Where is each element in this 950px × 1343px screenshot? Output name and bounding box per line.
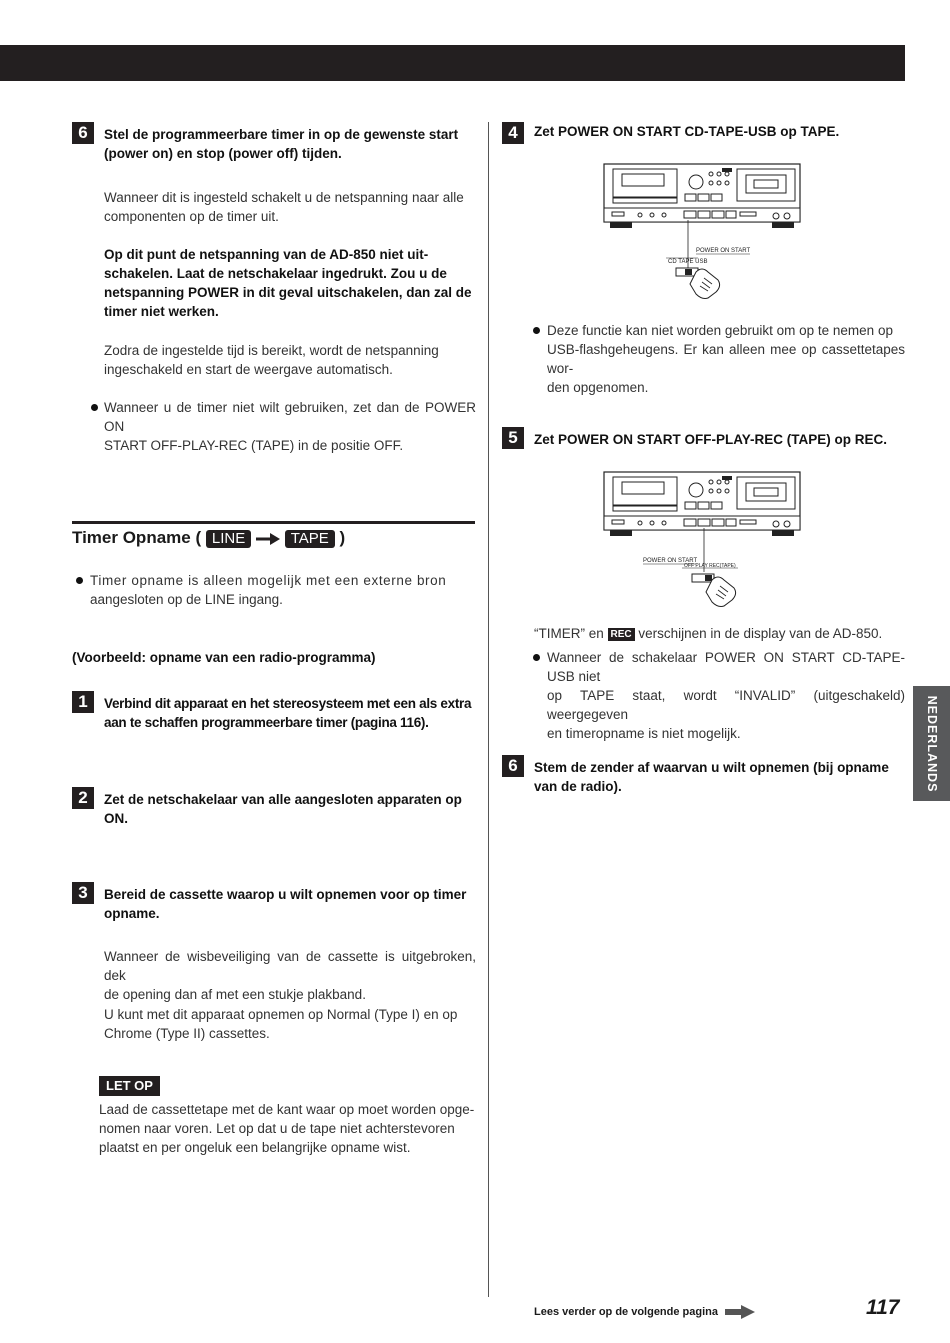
cassette-deck-diagram — [600, 160, 810, 305]
step-number: 2 — [72, 787, 94, 809]
step-heading-line: Bereid de cassette waarop u wilt opnemen voor op timer — [104, 887, 467, 902]
bullet-text — [104, 398, 476, 455]
step-heading-line: Stem de zender af waarvan u wilt opnemen (bij opname — [534, 760, 889, 775]
header-bar — [0, 45, 905, 81]
bullet-text — [547, 648, 905, 743]
warning-paragraph — [104, 245, 476, 321]
bullet-line: aangesloten op de LINE ingang. — [90, 592, 283, 607]
caution-line: plaatst en per ongeluk een belangrijke opname wist. — [99, 1140, 411, 1155]
bullet-line: START OFF-PLAY-REC (TAPE) in de positie OFF. — [104, 438, 404, 453]
caution-text — [99, 1100, 476, 1157]
step-heading: Zet POWER ON START OFF-PLAY-REC (TAPE) op REC. — [534, 432, 887, 447]
warning-line: timer niet werken. — [104, 304, 219, 319]
paragraph-line: ingeschakeld en start de weergave automatisch. — [104, 362, 393, 377]
paragraph — [104, 947, 476, 1004]
language-tab-label: NEDERLANDS — [924, 695, 939, 792]
bullet-line: Timer opname is alleen mogelijk met een externe bron — [90, 573, 447, 588]
tape-tag: TAPE — [285, 530, 335, 548]
paragraph-line: componenten op de timer uit. — [104, 209, 279, 224]
section-title — [72, 528, 345, 548]
rec-badge: REC — [608, 628, 635, 641]
caution-line: Laad de cassettetape met de kant waar op moet worden opge- — [99, 1102, 475, 1117]
step-heading-line: Verbind dit apparaat en het stereosysteem met een als extra — [104, 696, 472, 711]
warning-line: Op dit punt de netspanning van de AD-850 niet uit- — [104, 247, 429, 262]
step-number: 5 — [502, 427, 524, 449]
paragraph-line: Wanneer de wisbeveiliging van de cassette is uitgebroken, dek — [104, 949, 476, 983]
step-heading — [104, 790, 476, 828]
step-number: 3 — [72, 882, 94, 904]
bullet-text — [547, 321, 905, 397]
cassette-deck-diagram — [600, 468, 810, 618]
paragraph-line: Chrome (Type II) cassettes. — [104, 1026, 270, 1041]
step-heading: Zet POWER ON START CD-TAPE-USB op TAPE. — [534, 124, 840, 139]
bullet-line: Wanneer de schakelaar POWER ON START CD-TAPE-USB niet — [547, 650, 905, 684]
section-title-text: Timer Opname ( — [72, 528, 202, 547]
step-heading — [104, 885, 476, 923]
step-heading-line: Zet de netschakelaar van alle aangesloten apparaten op — [104, 792, 462, 807]
column-divider — [488, 122, 489, 1297]
section-rule — [72, 521, 475, 524]
bullet-line: USB-flashgeheugens. Er kan alleen mee op cassettetapes wor- — [547, 342, 905, 376]
bullet-line: en timeropname is niet mogelijk. — [547, 726, 741, 741]
warning-line: netspanning POWER in dit geval uitschakelen, dan zal de — [104, 285, 472, 300]
line-tag: LINE — [206, 530, 251, 548]
bullet-line: den opgenomen. — [547, 380, 649, 395]
arrow-right-icon — [725, 1305, 755, 1319]
paragraph-line: de opening dan af met een stukje plakband. — [104, 987, 366, 1002]
step-heading-line: van de radio). — [534, 779, 622, 794]
step-number: 4 — [502, 122, 524, 144]
paragraph-line: Wanneer dit is ingesteld schakelt u de netspanning naar alle — [104, 190, 464, 205]
paragraph — [104, 1005, 476, 1043]
continue-note — [534, 1305, 755, 1319]
example-heading: (Voorbeeld: opname van een radio-programma) — [72, 650, 376, 665]
step-heading-line: ON. — [104, 811, 129, 826]
step-heading — [104, 125, 476, 163]
step-heading-line: opname. — [104, 906, 160, 921]
bullet-text — [90, 571, 476, 609]
diagram-label: POWER ON START — [696, 248, 751, 254]
step-heading-line: (power on) en stop (power off) tijden. — [104, 146, 342, 161]
bullet-icon — [91, 404, 98, 411]
language-tab — [913, 686, 950, 801]
bullet-line: Deze functie kan niet worden gebruikt om op te nemen op — [547, 323, 893, 338]
bullet-line: op TAPE staat, wordt “INVALID” (uitgeschakeld) weergegeven — [547, 688, 905, 722]
section-title-text: ) — [339, 528, 346, 547]
step-heading — [534, 758, 906, 796]
display-note-text: verschijnen in de display van de AD-850. — [634, 626, 883, 641]
continue-text: Lees verder op de volgende pagina — [534, 1305, 718, 1318]
step-heading — [104, 694, 476, 732]
bullet-icon — [76, 577, 83, 584]
paragraph-line: U kunt met dit apparaat opnemen op Normal (Type I) en op — [104, 1007, 458, 1022]
step-heading-line: aan te schaffen programmeerbare timer (pagina 116). — [104, 715, 429, 730]
page-number: 117 — [866, 1296, 900, 1319]
display-note — [534, 624, 906, 643]
warning-line: schakelen. Laat de netschakelaar ingedrukt. Zou u de — [104, 266, 447, 281]
diagram-label: POWER ON START — [643, 558, 698, 564]
arrow-right-icon — [256, 533, 280, 545]
step-number: 6 — [72, 122, 94, 144]
caution-line: nomen naar voren. Let op dat u de tape niet achterstevoren — [99, 1121, 455, 1136]
diagram-switch-labels: OFF PLAY REC(TAPE) — [684, 563, 736, 569]
diagram-switch-labels: CD TAPE USB — [668, 259, 708, 265]
paragraph — [104, 188, 476, 226]
paragraph — [104, 341, 476, 379]
caution-label: LET OP — [99, 1076, 160, 1096]
display-note-text: “TIMER” en — [534, 626, 608, 641]
paragraph-line: Zodra de ingestelde tijd is bereikt, wordt de netspanning — [104, 343, 439, 358]
step-number: 6 — [502, 755, 524, 777]
bullet-icon — [533, 654, 540, 661]
bullet-icon — [533, 327, 540, 334]
step-heading-line: Stel de programmeerbare timer in op de gewenste start — [104, 127, 459, 142]
step-number: 1 — [72, 691, 94, 713]
bullet-line: Wanneer u de timer niet wilt gebruiken, zet dan de POWER ON — [104, 400, 476, 434]
